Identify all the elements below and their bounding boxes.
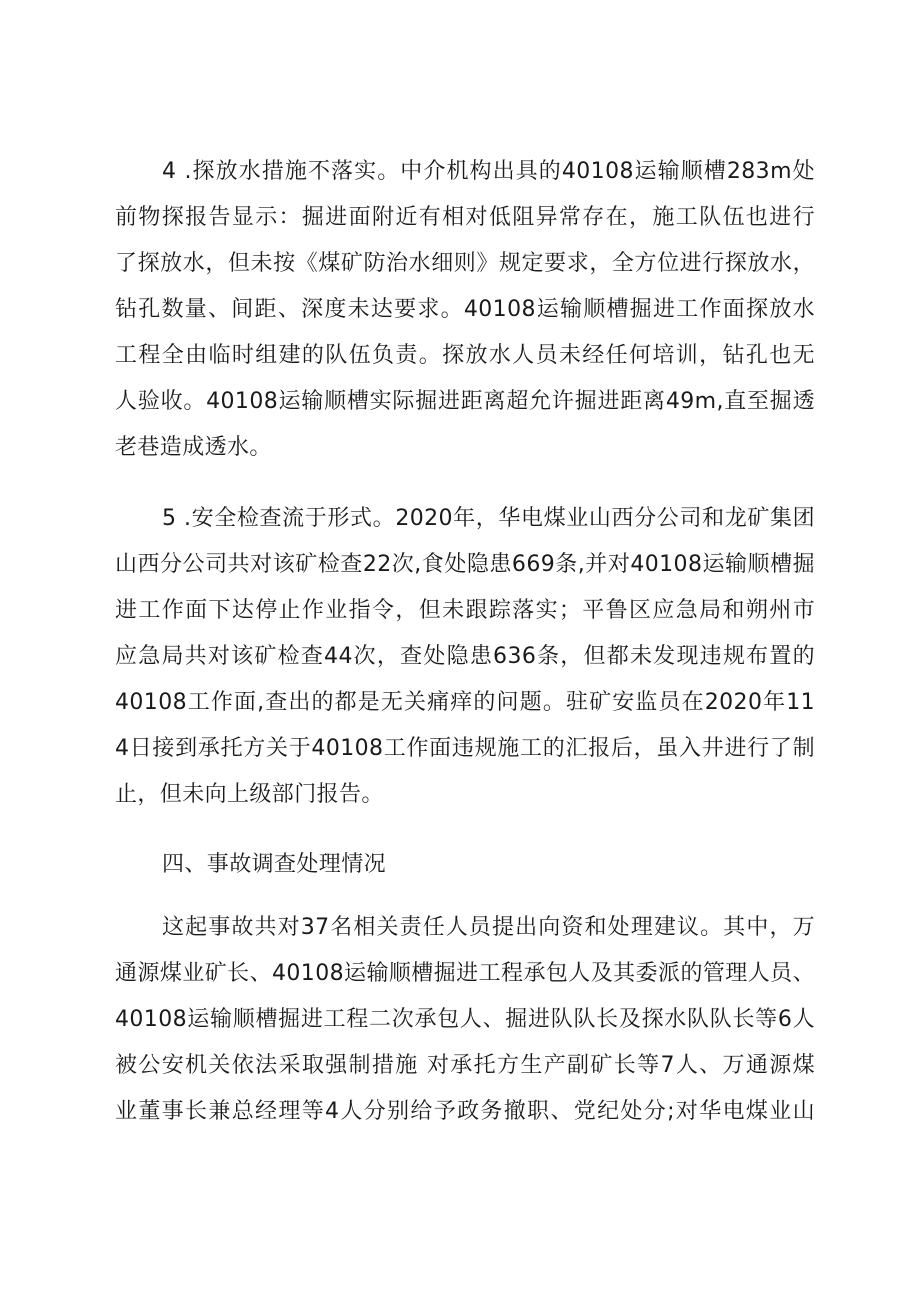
paragraph-4-line-7: 老巷造成透水。 [115, 435, 272, 460]
paragraph-5-line-3: 进工作面下达停止作业指令，但未跟踪落实；平鲁区应急局和朔州市 [115, 598, 815, 623]
paragraph-4-line-6: 人验收。40108运输顺槽实际掘进距离超允许掘进距离49m,直至掘透 [115, 389, 815, 414]
paragraph-4-line-3: 了探放水，但未按《煤矿防治水细则》规定要求，全方位进行探放水， [115, 251, 815, 276]
paragraph-6-line-5: 业董事长兼总经理等4人分别给予政务撤职、党纪处分;对华电煤业山 [115, 1099, 815, 1124]
paragraph-4-line-2: 前物探报告显示：掘进面附近有相对低阻异常存在，施工队伍也进行 [115, 205, 815, 230]
paragraph-5-line-6: 4日接到承托方关于40108工作面违规施工的汇报后，虽入井进行了制 [115, 736, 815, 761]
paragraph-6-line-3: 40108运输顺槽掘进工程二次承包人、掘进队队长及探水队队长等6人 [115, 1007, 815, 1032]
paragraph-5-line-2: 山西分公司共对该矿检查22次,食处隐患669条,并对40108运输顺槽掘 [115, 552, 815, 577]
paragraph-6-line-1: 这起事故共对37名相关责任人员提出向资和处理建议。其中，万 [162, 915, 815, 940]
paragraph-6-line-2: 通源煤业矿长、40108运输顺槽掘进工程承包人及其委派的管理人员、 [115, 961, 815, 986]
paragraph-4-line-1: 4 .探放水措施不落实。中介机构出具的40108运输顺槽283m处 [162, 159, 815, 184]
paragraph-5-line-1: 5 .安全检查流于形式。2020年，华电煤业山西分公司和龙矿集团 [162, 506, 815, 531]
paragraph-5-line-7: 止，但未向上级部门报告。 [115, 782, 384, 807]
paragraph-4-line-4: 钻孔数量、间距、深度未达要求。40108运输顺槽掘进工作面探放水 [115, 297, 815, 322]
paragraph-6-line-4: 被公安机关依法采取强制措施 对承托方生产副矿长等7人、万通源煤 [115, 1053, 815, 1078]
paragraph-5-line-5: 40108工作面,查出的都是无关痛痒的问题。驻矿安监员在2020年11 [115, 690, 815, 715]
section-heading: 四、事故调查处理情况 [162, 852, 387, 877]
paragraph-5-line-4: 应急局共对该矿检查44次，查处隐患636条，但都未发现违规布置的 [115, 644, 815, 669]
paragraph-4-line-5: 工程全由临时组建的队伍负责。探放水人员未经任何培训，钻孔也无 [115, 343, 815, 368]
